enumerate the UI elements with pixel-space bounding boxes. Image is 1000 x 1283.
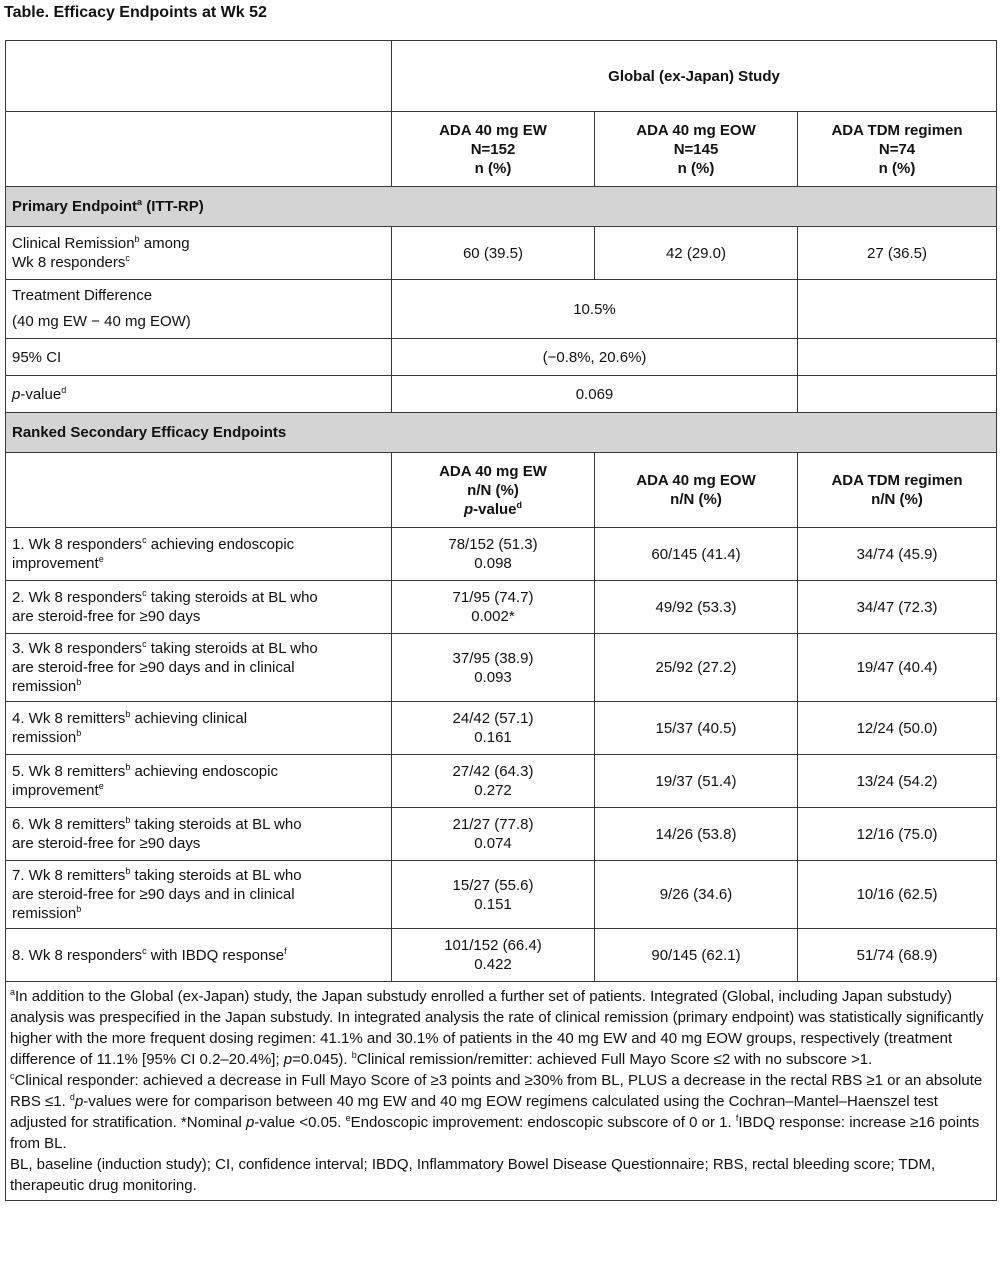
table-row xyxy=(6,861,997,929)
row-label-line xyxy=(12,658,385,677)
p-italic: p xyxy=(283,1051,293,1068)
row-label xyxy=(6,634,392,702)
row-label xyxy=(6,528,392,581)
value-cell-ew xyxy=(392,702,595,755)
row-label-line xyxy=(12,946,385,965)
table-row xyxy=(6,702,997,755)
footnote-marker: c xyxy=(142,945,147,956)
pvalue-text xyxy=(398,728,588,747)
row-label-line xyxy=(12,709,385,728)
row-label-text: are steroid-free for ≥90 days and in clinical xyxy=(12,886,295,903)
sec-col-header-line xyxy=(398,500,588,519)
footnote-marker: c xyxy=(142,588,147,598)
p-italic: p xyxy=(245,1114,255,1131)
value-cell-eow: 49/92 (53.3) xyxy=(595,581,798,634)
footnote-marker: d xyxy=(516,499,523,510)
footnote-text: -values were for comparison between 40 mg EW and 40 mg EOW regimens calculated using the Cochran–Mantel–Haenszel test adjusted for stratification. xyxy=(10,1093,938,1131)
footnote-marker: f xyxy=(735,1113,739,1123)
row-label-text: 7. Wk 8 remitters xyxy=(12,867,126,884)
row-label-line xyxy=(12,554,385,573)
table-row xyxy=(6,528,997,581)
pvalue-text xyxy=(398,895,588,914)
value-cell-tdm: 34/47 (72.3) xyxy=(798,581,997,634)
nominal-marker: * xyxy=(508,608,515,625)
row-label-line xyxy=(12,904,385,923)
table-row xyxy=(6,581,997,634)
footnote-marker: e xyxy=(345,1113,351,1123)
treatment-difference-row xyxy=(6,280,997,339)
row-label-text: taking steroids at BL who xyxy=(146,640,318,657)
row-label-text: improvement xyxy=(12,555,99,572)
value-text: 78/152 (51.3) xyxy=(448,536,538,553)
footnote-marker: f xyxy=(284,945,287,956)
footnote-text: IBDQ response: increase ≥16 points from BL. xyxy=(10,1114,980,1152)
row-label-line xyxy=(12,588,385,607)
footnote-text: Clinical remission/remitter: achieved Full Mayo Score ≤2 with no subscore >1. xyxy=(356,1051,873,1068)
p-italic: p xyxy=(12,385,21,403)
value-cell-tdm: 51/74 (68.9) xyxy=(798,929,997,982)
footnote-text: -value <0.05. xyxy=(254,1114,346,1131)
value-text: 24/42 (57.1) xyxy=(452,710,534,727)
footnote-marker: a xyxy=(137,197,143,207)
value-cell-tdm: 12/24 (50.0) xyxy=(798,702,997,755)
pvalue-number: 0.151 xyxy=(474,895,512,913)
empty-cell xyxy=(6,453,392,528)
pvalue-text xyxy=(398,668,588,687)
row-label-line xyxy=(12,677,385,696)
footnote-marker: e xyxy=(98,554,104,564)
col-header-ew-line: ADA 40 mg EW xyxy=(439,121,547,139)
sec-col-header-line: n/N (%) xyxy=(871,491,923,508)
row-label-line xyxy=(12,253,385,272)
row-label-line: Treatment Difference xyxy=(12,287,153,304)
sec-col-header-line: ADA 40 mg EOW xyxy=(636,472,756,489)
col-header-tdm-line: N=74 xyxy=(878,140,916,158)
footnotes xyxy=(6,982,997,1201)
row-label xyxy=(6,861,392,929)
table-row xyxy=(6,808,997,861)
footnote-star xyxy=(181,1114,346,1131)
row-label-text: achieving clinical xyxy=(130,710,248,727)
row-label-text: taking steroids at BL who xyxy=(146,589,318,606)
clinical-remission-row xyxy=(6,227,997,280)
value-cell-eow: 9/26 (34.6) xyxy=(595,861,798,929)
row-label-text: achieving endoscopic xyxy=(146,536,295,553)
row-label-text: with IBDQ response xyxy=(146,946,285,964)
table-row xyxy=(6,929,997,982)
p-italic: p xyxy=(74,1093,84,1110)
row-label-line xyxy=(12,728,385,747)
col-header-eow-line: n (%) xyxy=(677,159,715,177)
col-header-eow-line: N=145 xyxy=(673,140,719,158)
sec-col-header-line: ADA 40 mg EW xyxy=(439,462,547,480)
footnote-marker: b xyxy=(76,904,82,914)
row-label xyxy=(6,280,392,339)
value-cell-eow: 25/92 (27.2) xyxy=(595,634,798,702)
value-cell-eow: 14/26 (53.8) xyxy=(595,808,798,861)
sec-col-header-tdm xyxy=(798,453,997,528)
row-label-text: -value xyxy=(20,385,62,403)
primary-section-label: Primary Endpoint xyxy=(12,198,138,215)
footnote-text: Endoscopic improvement: endoscopic subscore of 0 or 1. xyxy=(350,1114,736,1131)
row-label-text: are steroid-free for ≥90 days xyxy=(12,608,201,625)
row-label xyxy=(6,581,392,634)
footnote-marker: c xyxy=(142,535,147,545)
pvalue-text xyxy=(398,955,588,974)
value-cell-ew: 60 (39.5) xyxy=(392,227,595,280)
row-label xyxy=(6,702,392,755)
col-header-tdm xyxy=(798,112,997,187)
value-text: 27/42 (64.3) xyxy=(452,763,534,780)
empty-cell xyxy=(6,112,392,187)
row-label-line xyxy=(12,834,385,853)
sec-col-header-line: n/N (%) xyxy=(670,491,722,508)
pvalue-number: 0.161 xyxy=(474,729,512,746)
col-header-tdm-line: ADA TDM regimen xyxy=(831,121,963,139)
value-cell-ew xyxy=(392,634,595,702)
pvalue-row xyxy=(6,376,997,413)
footnote-b xyxy=(352,1051,873,1068)
value-text: 21/27 (77.8) xyxy=(452,816,534,833)
value-cell-eow: 19/37 (51.4) xyxy=(595,755,798,808)
footnote-text: =0.045). xyxy=(292,1051,352,1068)
primary-section-suffix: (ITT-RP) xyxy=(142,198,204,215)
value-cell-ew xyxy=(392,929,595,982)
row-label-text: Clinical Remission xyxy=(12,235,135,252)
value-cell-ew xyxy=(392,528,595,581)
row-label-text: 6. Wk 8 remitters xyxy=(12,816,126,833)
pvalue-number: 0.074 xyxy=(474,835,512,852)
row-label-text: remission xyxy=(12,678,77,695)
pvalue-text xyxy=(398,607,588,626)
footnote-marker: c xyxy=(125,253,130,263)
footnote-marker: d xyxy=(69,1092,75,1102)
row-label-text: are steroid-free for ≥90 days and in clinical xyxy=(12,659,295,676)
secondary-section-header: Ranked Secondary Efficacy Endpoints xyxy=(6,413,997,453)
footnote-marker: b xyxy=(125,709,131,719)
row-label-text: 2. Wk 8 responders xyxy=(12,589,143,606)
footnote-text: In addition to the Global (ex-Japan) study, the Japan substudy enrolled a further set of patients. Integrated (Global, including Japan substudy) analysis was prespecified in the Japan substudy. In integrated analysis the rate of clinical remission (primary endpoint) was statistically significantly higher with the more frequent dosing regimen: 41.1% and 30.1% of patients in the 40 mg EW and 40 mg EOW groups, respectively (treatment difference of 11.1% [95% CI 0.2–20.4%]; xyxy=(10,988,984,1068)
value-cell-eow: 42 (29.0) xyxy=(595,227,798,280)
abbreviations: BL, baseline (induction study); CI, confidence interval; IBDQ, Inflammatory Bowel Disease Questionnaire; RBS, rectal bleeding score; TDM, therapeutic drug monitoring. xyxy=(10,1156,936,1194)
pvalue-number: 0.098 xyxy=(474,555,512,572)
p-italic: p xyxy=(463,500,474,518)
study-header: Global (ex-Japan) Study xyxy=(392,41,997,112)
column-header-row xyxy=(6,112,997,187)
row-label-text: taking steroids at BL who xyxy=(130,816,302,833)
value-text: 15/27 (55.6) xyxy=(452,876,534,894)
value-cell-tdm: 10/16 (62.5) xyxy=(798,861,997,929)
row-label: 95% CI xyxy=(6,339,392,376)
row-label-line xyxy=(12,607,385,626)
value-cell-ew xyxy=(392,808,595,861)
footnote-marker: b xyxy=(134,234,140,244)
empty-cell xyxy=(798,376,997,413)
study-header-row xyxy=(6,41,997,112)
value-text: 71/95 (74.7) xyxy=(452,589,534,606)
row-label-line xyxy=(12,866,385,885)
ci-value: (−0.8%, 20.6%) xyxy=(392,339,798,376)
col-header-tdm-line: n (%) xyxy=(878,159,916,177)
footnote-marker: b xyxy=(76,728,82,738)
row-label-line xyxy=(12,535,385,554)
footnote-marker: b xyxy=(125,866,131,876)
value-cell-eow: 90/145 (62.1) xyxy=(595,929,798,982)
footnote-marker: e xyxy=(98,781,104,791)
sec-col-header-text: -value xyxy=(473,500,517,518)
secondary-column-header-row xyxy=(6,453,997,528)
col-header-ew-line: N=152 xyxy=(470,140,516,158)
value-cell-ew xyxy=(392,861,595,929)
row-label-text: among xyxy=(139,235,190,252)
value-cell-eow: 15/37 (40.5) xyxy=(595,702,798,755)
col-header-ew-line: n (%) xyxy=(474,159,512,177)
table-row xyxy=(6,634,997,702)
row-label xyxy=(6,808,392,861)
row-label-text: 3. Wk 8 responders xyxy=(12,640,143,657)
row-label-line xyxy=(12,885,385,904)
footnote-marker: b xyxy=(76,677,82,687)
row-label-text: 5. Wk 8 remitters xyxy=(12,763,126,780)
row-label-text: remission xyxy=(12,905,77,922)
row-label-text: Wk 8 responders xyxy=(12,254,126,271)
sec-col-header-ew xyxy=(392,453,595,528)
row-label-line xyxy=(12,639,385,658)
row-label-line xyxy=(12,781,385,800)
primary-section-row xyxy=(6,187,997,227)
footnote-marker: * xyxy=(180,1114,187,1131)
row-label-text: improvement xyxy=(12,782,99,799)
value-cell-tdm: 27 (36.5) xyxy=(798,227,997,280)
value-cell-tdm: 13/24 (54.2) xyxy=(798,755,997,808)
footnote-text: Clinical responder: achieved a decrease in Full Mayo Score of ≥3 points and ≥30% from BL, PLUS a decrease in the rectal RBS ≥1 or an absolute RBS ≤1. xyxy=(10,1072,983,1110)
footnotes-row xyxy=(6,982,997,1201)
value-cell-tdm: 19/47 (40.4) xyxy=(798,634,997,702)
footnote-marker: b xyxy=(125,815,131,825)
table-title: Table. Efficacy Endpoints at Wk 52 xyxy=(4,4,267,21)
row-label xyxy=(6,755,392,808)
pvalue-number: 0.272 xyxy=(474,782,512,799)
row-label-line xyxy=(12,815,385,834)
row-label xyxy=(6,376,392,413)
row-label-line: (40 mg EW − 40 mg EOW) xyxy=(12,313,191,330)
pvalue-number: 0.002 xyxy=(471,608,509,625)
value-text: 101/152 (66.4) xyxy=(444,937,542,954)
col-header-eow xyxy=(595,112,798,187)
sec-col-header-eow xyxy=(595,453,798,528)
pvalue-text xyxy=(398,781,588,800)
row-label-text: 1. Wk 8 responders xyxy=(12,536,143,553)
value-cell-eow: 60/145 (41.4) xyxy=(595,528,798,581)
row-label-text: achieving endoscopic xyxy=(130,763,278,780)
footnote-text: Nominal xyxy=(186,1114,246,1131)
pvalue-number: 0.422 xyxy=(474,956,512,973)
pvalue-number: 0.093 xyxy=(474,668,512,686)
footnote-marker: d xyxy=(61,384,67,395)
pvalue-value: 0.069 xyxy=(392,376,798,413)
col-header-eow-line: ADA 40 mg EOW xyxy=(636,121,756,139)
row-label xyxy=(6,227,392,280)
secondary-section-row xyxy=(6,413,997,453)
value-text: 37/95 (38.9) xyxy=(452,649,534,667)
row-label-text: 4. Wk 8 remitters xyxy=(12,710,126,727)
value-cell-ew xyxy=(392,755,595,808)
table-row xyxy=(6,755,997,808)
pvalue-text xyxy=(398,554,588,573)
row-label-text: taking steroids at BL who xyxy=(130,867,302,884)
footnote-marker: a xyxy=(10,987,16,997)
footnote-marker: c xyxy=(10,1071,15,1081)
sec-col-header-line: n/N (%) xyxy=(467,481,519,499)
empty-cell xyxy=(798,280,997,339)
footnote-e xyxy=(346,1114,736,1131)
efficacy-table xyxy=(5,40,997,1201)
value-cell-ew xyxy=(392,581,595,634)
row-label-line xyxy=(12,234,385,253)
footnote-marker: b xyxy=(351,1050,357,1060)
row-label-text: remission xyxy=(12,729,77,746)
sec-col-header-line: ADA TDM regimen xyxy=(831,472,963,489)
row-label-text: are steroid-free for ≥90 days xyxy=(12,835,201,852)
treatment-difference-value: 10.5% xyxy=(392,280,798,339)
secondary-rows xyxy=(6,528,997,982)
value-cell-tdm: 34/74 (45.9) xyxy=(798,528,997,581)
primary-section-header xyxy=(6,187,997,227)
col-header-ew xyxy=(392,112,595,187)
row-label-text: 8. Wk 8 responders xyxy=(12,946,143,964)
row-label-line xyxy=(12,762,385,781)
empty-cell xyxy=(798,339,997,376)
empty-cell xyxy=(6,41,392,112)
footnote-marker: c xyxy=(142,639,147,649)
value-cell-tdm: 12/16 (75.0) xyxy=(798,808,997,861)
row-label xyxy=(6,929,392,982)
pvalue-text xyxy=(398,834,588,853)
footnote-marker: b xyxy=(125,762,131,772)
ci-row xyxy=(6,339,997,376)
